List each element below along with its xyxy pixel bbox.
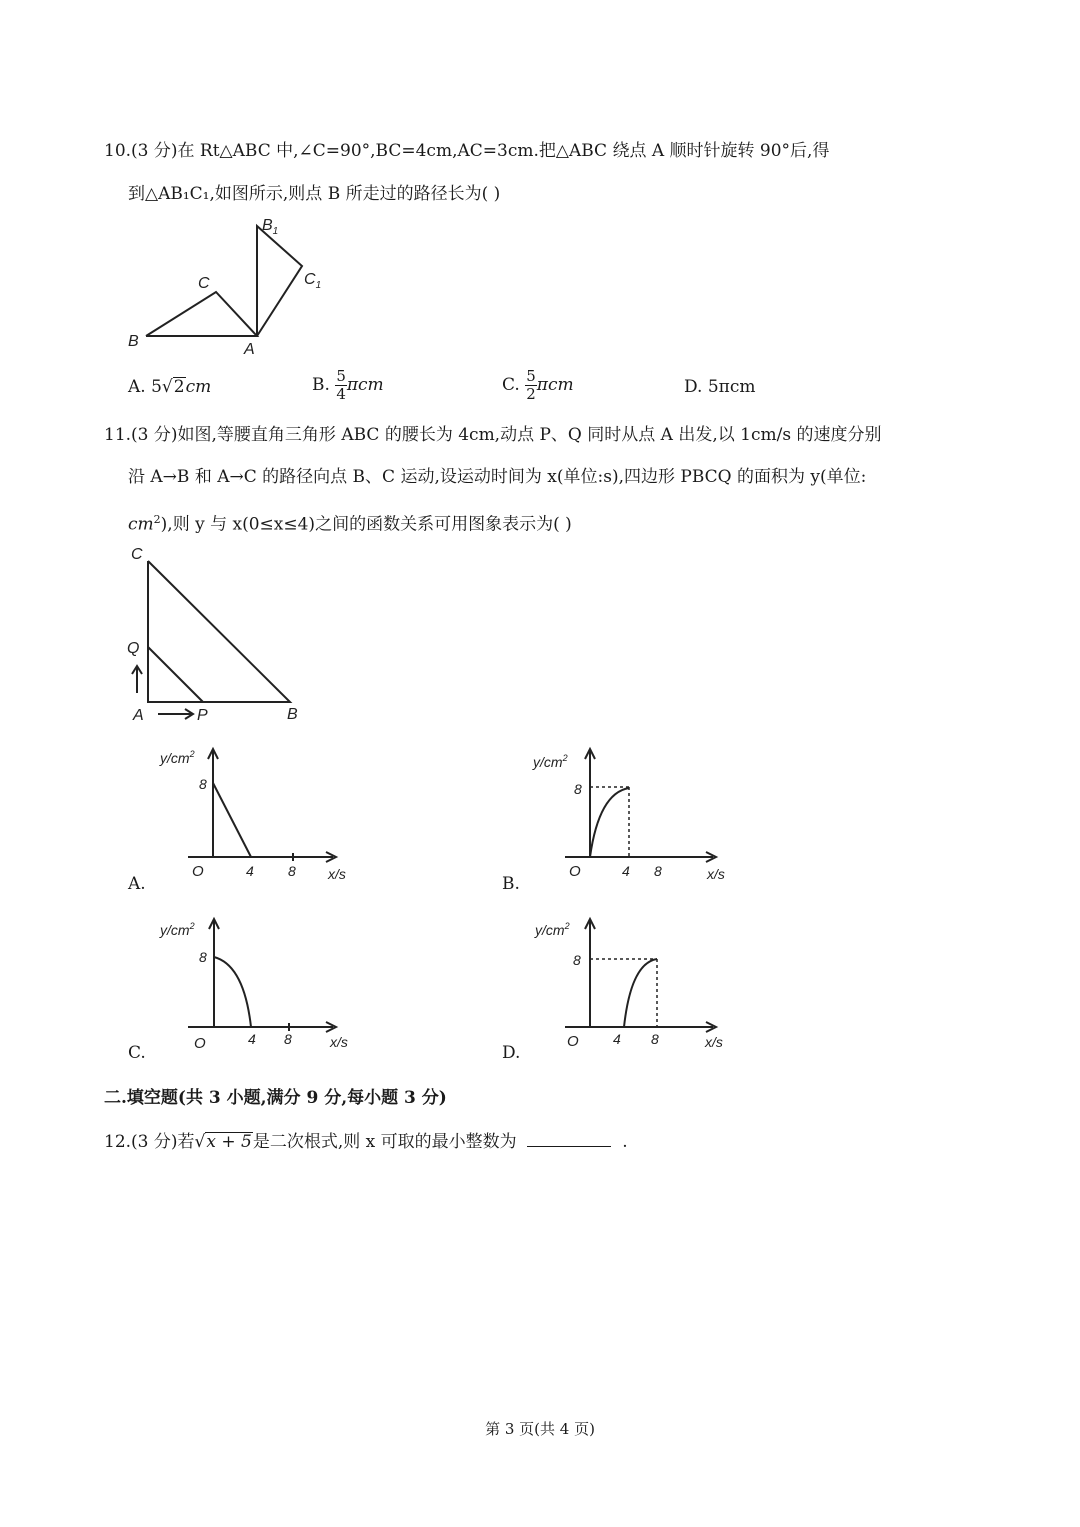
x-axis-label: x/s [330,1034,348,1050]
q11-option-a-label[interactable]: A. [128,874,146,894]
fraction: $\frac{5}{2}$ [526,367,536,403]
y-tick-8: 8 [573,952,581,968]
y-tick-8: 8 [199,776,207,792]
q10-option-c[interactable]: C. $\frac{5}{2}$ πcm [502,367,574,403]
x-tick-8: 8 [651,1031,659,1047]
x-tick-4: 4 [622,863,630,879]
graph-option-a[interactable] [158,745,358,885]
x-tick-8: 8 [654,863,662,879]
q11-option-b-label[interactable]: B. [502,874,520,894]
x-axis-label: x/s [328,866,346,882]
y-axis-label: $y/cm^2$ [533,753,568,770]
page-footer: 第 3 页(共 4 页) [485,1420,595,1438]
sqrt-sign: √ [161,377,173,397]
x-tick-8: 8 [288,863,296,879]
x-tick-4: 4 [613,1031,621,1047]
origin-label: O [569,863,581,880]
q10-line-1: 10.(3 分)在 Rt△ABC 中,∠C=90°,BC=4cm,AC=3cm.把△ABC 绕点 A 顺时针旋转 90°后,得 [104,141,830,161]
label-A: A [244,341,255,358]
q11-triangle-figure [125,543,325,728]
y-axis-label: $y/cm^2$ [535,921,570,938]
graph-option-b[interactable] [533,745,743,885]
origin-label: O [192,863,204,880]
x-tick-4: 4 [246,863,254,879]
y-tick-8: 8 [199,949,207,965]
q10-figure [120,212,340,358]
label-A: A [133,707,144,724]
x-tick-8: 8 [284,1031,292,1047]
q10-option-a[interactable]: A. 5√2cm [128,377,212,397]
label-C1: $C_1$ [304,271,322,291]
label-Q: Q [127,640,140,657]
x-axis-label: x/s [707,866,725,882]
x-tick-4: 4 [248,1031,256,1047]
section-2-title: 二.填空题(共 3 小题,满分 9 分,每小题 3 分) [104,1088,447,1108]
label-C: C [198,275,210,292]
y-axis-label: $y/cm^2$ [160,749,195,766]
sqrt-sign: √ [194,1132,206,1152]
q11-line-1: 11.(3 分)如图,等腰直角三角形 ABC 的腰长为 4cm,动点 P、Q 同时从点 A 出发,以 1cm/s 的速度分别 [104,425,882,445]
q10-option-b[interactable]: B. $\frac{5}{4}$ πcm [312,367,384,403]
q11-option-c-label[interactable]: C. [128,1043,146,1063]
origin-label: O [194,1035,206,1052]
fraction: $\frac{5}{4}$ [336,367,346,403]
label-P: P [197,707,208,724]
label-C: C [131,546,143,563]
x-axis-label: x/s [705,1034,723,1050]
q11-line-3: $cm^2$),则 y 与 x(0≤x≤4)之间的函数关系可用图象表示为( ) [128,513,572,535]
label-B: B [128,333,139,350]
answer-blank[interactable] [527,1132,611,1147]
graph-option-c[interactable] [158,915,358,1055]
q11-option-d-label[interactable]: D. [502,1043,521,1063]
q10-line-2: 到△AB₁C₁,如图所示,则点 B 所走过的路径长为( ) [128,184,501,204]
graph-option-d[interactable] [533,915,743,1055]
label-B1: $B_1$ [262,217,279,237]
y-tick-8: 8 [574,781,582,797]
label-B: B [287,706,298,723]
q11-line-2: 沿 A→B 和 A→C 的路径向点 B、C 运动,设运动时间为 x(单位:s),四边形 PBCQ 的面积为 y(单位: [128,467,867,487]
y-axis-label: $y/cm^2$ [160,921,195,938]
q12-line: 12.(3 分)若√x + 5是二次根式,则 x 可取的最小整数为 . [104,1132,628,1152]
origin-label: O [567,1033,579,1050]
q10-option-d[interactable]: D. 5πcm [684,377,756,397]
